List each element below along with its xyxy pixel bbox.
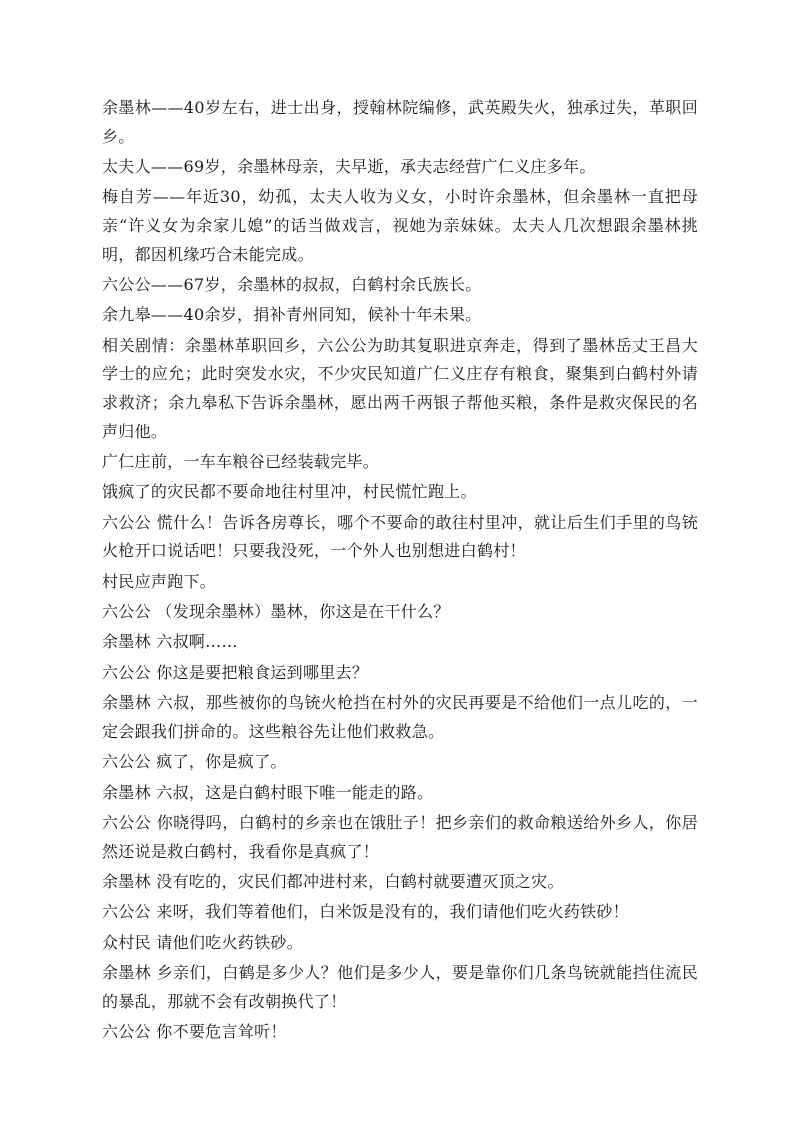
character-intro-yu-molin: 余墨林——40岁左右，进士出身，授翰林院编修，武英殿失火，独承过失，革职回乡。 [102, 98, 698, 146]
dialogue-line: 六公公 来呀，我们等着他们，白米饭是没有的，我们请他们吃火药铁砂！ [102, 902, 629, 922]
script-body [102, 94, 698, 1049]
dialogue-line: 余墨林 六叔，那些被你的鸟铳火枪挡在村外的灾民再要是不给他们一点儿吃的，一定会跟我们拼命的。这些粮谷先让他们救救急。 [102, 693, 698, 741]
dialogue-line: 六公公 你不要危言耸听！ [102, 1022, 287, 1042]
dialogue-line: 六公公 你这是要把粮食运到哪里去？ [102, 662, 369, 682]
stage-direction: 村民应声跑下。 [102, 571, 217, 591]
dialogue-line: 六公公 （发现余墨林）墨林，你这是在干什么？ [102, 602, 450, 622]
dialogue-line: 余墨林 六叔，这是白鹤村眼下唯一能走的路。 [102, 782, 434, 802]
dialogue-line: 六公公 你晓得吗，白鹤村的乡亲也在饿肚子！把乡亲们的救命粮送给外乡人，你居然还说是救白鹤村，我看你是真疯了！ [102, 813, 698, 861]
character-intro-mei-zifang: 梅自芳——年近30，幼孤，太夫人收为义女，小时许余墨林，但余墨林一直把母亲“许义女为余家儿媳”的话当做戏言，视她为亲妹妹。太夫人几次想跟余墨林挑明，都因机缘巧合未能完成。 [102, 187, 698, 264]
dialogue-line: 余墨林 六叔啊…… [102, 632, 238, 652]
character-intro-tai-furen: 太夫人——69岁，余墨林母亲，夫早逝，承夫志经营广仁义庄多年。 [102, 156, 596, 176]
character-intro-liu-gonggong: 六公公——67岁，余墨林的叔叔，白鹤村余氏族长。 [102, 274, 482, 294]
dialogue-line: 众村民 请他们吃火药铁砂。 [102, 932, 303, 952]
stage-direction: 广仁庄前，一车车粮谷已经装载完毕。 [102, 451, 380, 471]
dialogue-line: 六公公 疯了，你是疯了。 [102, 752, 287, 772]
stage-direction: 饿疯了的灾民都不要命地往村里冲，村民慌忙跑上。 [102, 482, 477, 502]
dialogue-line: 余墨林 乡亲们，白鹤是多少人？他们是多少人，要是靠你们几条鸟铳就能挡住流民的暴乱，那就不会有改朝换代了！ [102, 963, 698, 1011]
character-intro-yu-jiugao: 余九皋——40余岁，捐补青州同知，候补十年未果。 [102, 305, 482, 325]
dialogue-line: 余墨林 没有吃的，灾民们都冲进村来，白鹤村就要遭灭顶之灾。 [102, 871, 564, 891]
dialogue-line: 六公公 慌什么！告诉各房尊长，哪个不要命的敢往村里冲，就让后生们手里的鸟铳火枪开口说话吧！只要我没死，一个外人也别想进白鹤村！ [102, 512, 698, 561]
plot-summary: 相关剧情：余墨林革职回乡，六公公为助其复职进京奔走，得到了墨林岳丈王昌大学士的应允；此时突发水灾，不少灾民知道广仁义庄存有粮食，聚集到白鹤村外请求救济；余九皋私下告诉余墨林，愿出两千两银子帮他买粮，条件是救灾保民的名声归他。 [102, 335, 698, 441]
